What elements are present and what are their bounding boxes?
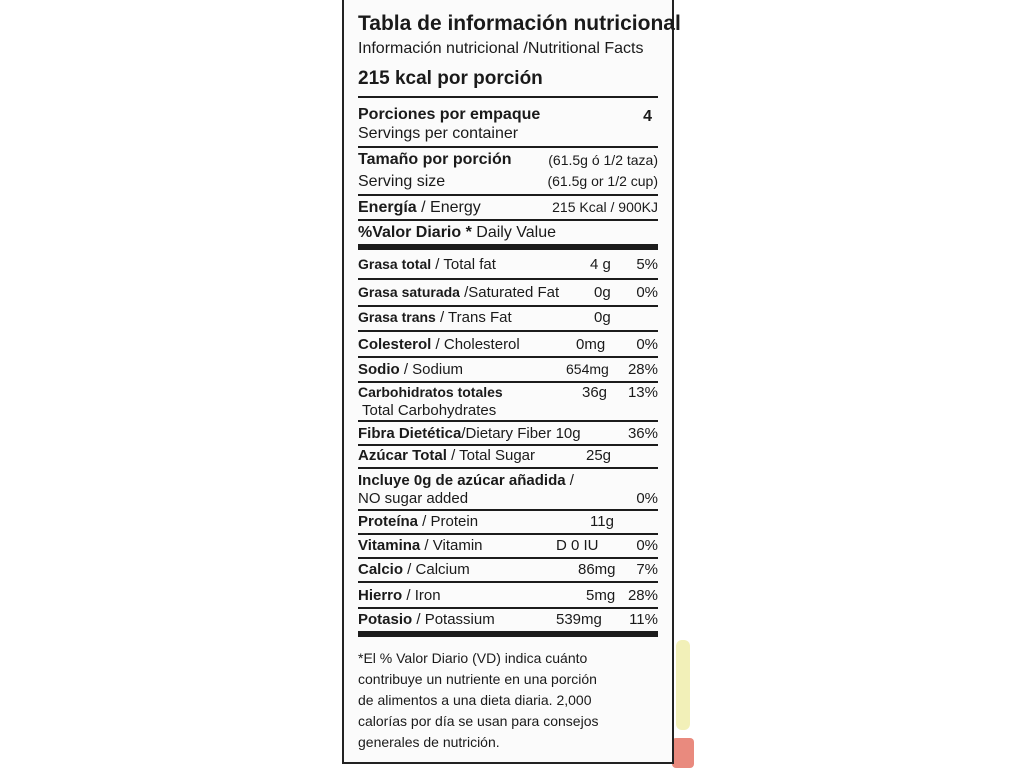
divider bbox=[358, 330, 658, 332]
nutrient-dv: 36% bbox=[627, 425, 658, 442]
divider bbox=[358, 444, 658, 446]
nutrient-row-dietary-fiber bbox=[358, 425, 581, 442]
nutrition-facts-label bbox=[342, 0, 681, 764]
servings-value: 4 bbox=[643, 108, 652, 125]
nutrient-amount: 36g bbox=[582, 384, 608, 401]
nutrient-amount: 25g bbox=[586, 447, 612, 464]
divider bbox=[358, 509, 658, 511]
nutrient-name-es: Azúcar Total bbox=[358, 447, 447, 464]
nutrient-name-es: Hierro bbox=[358, 587, 403, 604]
label-subtitle: Información nutricional /Nutritional Facts bbox=[358, 40, 644, 57]
nutrient-name-es: Grasa total bbox=[358, 256, 432, 272]
nutrient-dv: 28% bbox=[627, 587, 658, 604]
nutrient-row-vitamin-d bbox=[358, 537, 483, 554]
nutrient-row-total-fat bbox=[358, 256, 496, 273]
divider bbox=[358, 96, 658, 98]
divider bbox=[358, 581, 658, 583]
divider bbox=[358, 305, 658, 307]
nutrient-amount: 0g bbox=[594, 284, 611, 301]
nutrient-name-en: / Vitamin bbox=[420, 537, 483, 554]
nutrient-row-sodium bbox=[358, 361, 463, 378]
nutrient-dv: 0% bbox=[636, 537, 658, 554]
divider bbox=[358, 607, 658, 609]
label-title: Tabla de información nutricional bbox=[358, 12, 681, 35]
package-edge-red bbox=[672, 738, 694, 768]
nutrient-name-en: Total Carbohydrates bbox=[362, 402, 497, 419]
nutrient-name-es: Calcio bbox=[358, 561, 404, 578]
nutrient-name-es: Proteína bbox=[358, 513, 419, 530]
nutrient-name-es: Fibra Dietética bbox=[358, 425, 462, 442]
nutrient-amount: 654mg bbox=[566, 361, 609, 377]
divider bbox=[358, 356, 658, 358]
divider bbox=[358, 420, 658, 422]
serving-size-value-es: (61.5g ó 1/2 taza) bbox=[548, 152, 658, 168]
divider bbox=[358, 467, 658, 469]
background-right bbox=[680, 0, 1024, 768]
nutrient-dv: 11% bbox=[629, 611, 658, 628]
nutrient-amount: 4 g bbox=[590, 256, 611, 273]
nutrient-dv: 7% bbox=[636, 561, 658, 578]
nutrient-name-en: / Calcium bbox=[403, 561, 470, 578]
nutrient-name-es: Carbohidratos totales bbox=[358, 384, 503, 400]
footnote-line: contribuye un nutriente en una porción bbox=[358, 671, 597, 687]
nutrient-name-en: / bbox=[565, 472, 574, 489]
nutrient-row-saturated-fat bbox=[358, 284, 559, 301]
serving-size-value-en: (61.5g or 1/2 cup) bbox=[547, 173, 658, 189]
nutrient-dv: 13% bbox=[627, 384, 658, 401]
thick-divider bbox=[358, 631, 658, 637]
daily-value-label-es: %Valor Diario * bbox=[358, 224, 472, 241]
servings-label-es: Porciones por empaque bbox=[358, 106, 541, 123]
nutrient-row-calcium bbox=[358, 561, 470, 578]
nutrient-amount: 0g bbox=[594, 309, 611, 326]
nutrient-name-en: / Sodium bbox=[399, 361, 464, 378]
nutrient-dv: 0% bbox=[636, 490, 658, 507]
nutrient-row-added-sugar bbox=[358, 472, 574, 489]
nutrient-dv: 5% bbox=[636, 256, 658, 273]
serving-size-label-es: Tamaño por porción bbox=[358, 151, 512, 168]
footnote-line: de alimentos a una dieta diaria. 2,000 bbox=[358, 692, 592, 708]
divider bbox=[358, 194, 658, 196]
nutrient-name-en: / Cholesterol bbox=[431, 336, 520, 353]
divider bbox=[358, 557, 658, 559]
divider bbox=[358, 381, 658, 383]
nutrient-name-es: Colesterol bbox=[358, 336, 432, 353]
daily-value-label-en: Daily Value bbox=[471, 224, 557, 241]
nutrient-name-es: Potasio bbox=[358, 611, 413, 628]
nutrient-dv: 0% bbox=[636, 336, 658, 353]
nutrient-name-en: / Protein bbox=[418, 513, 479, 530]
divider bbox=[358, 219, 658, 221]
nutrient-name-en: / Potassium bbox=[412, 611, 495, 628]
nutrient-amount: 0mg bbox=[576, 336, 606, 353]
footnote-line: calorías por día se usan para consejos bbox=[358, 713, 599, 729]
energy-label-es: Energía bbox=[358, 199, 417, 216]
nutrient-name-en: / Total fat bbox=[431, 256, 496, 273]
nutrient-name-es: Vitamina bbox=[358, 537, 421, 554]
nutrient-name-es: Grasa saturada bbox=[358, 284, 460, 300]
nutrient-name-es: Sodio bbox=[358, 361, 400, 378]
footnote-line: *El % Valor Diario (VD) indica cuánto bbox=[358, 650, 588, 666]
nutrient-row-total-sugar bbox=[358, 447, 535, 464]
nutrient-dv: 0% bbox=[636, 284, 658, 301]
kcal-per-serving: 215 kcal por porción bbox=[358, 68, 543, 89]
energy-label bbox=[358, 199, 481, 217]
nutrient-amount: 86mg bbox=[578, 561, 616, 578]
nutrient-dv: 28% bbox=[627, 361, 658, 378]
divider bbox=[358, 278, 658, 280]
thick-divider bbox=[358, 244, 658, 250]
nutrient-amount: 5mg bbox=[586, 587, 616, 604]
nutrient-row-potassium bbox=[358, 611, 495, 628]
daily-value-header bbox=[358, 224, 556, 242]
serving-size-label-en: Serving size bbox=[358, 173, 446, 190]
nutrient-amount: D 0 IU bbox=[556, 537, 599, 554]
energy-value: 215 Kcal / 900KJ bbox=[552, 199, 658, 215]
nutrient-name-en-line2: NO sugar added bbox=[358, 490, 469, 507]
nutrient-row-trans-fat bbox=[358, 309, 512, 326]
nutrient-name-en: /Saturated Fat bbox=[459, 284, 560, 301]
nutrient-name-es: Incluye 0g de azúcar añadida bbox=[358, 472, 566, 489]
divider bbox=[358, 533, 658, 535]
package-edge-yellow bbox=[676, 640, 690, 730]
divider bbox=[358, 146, 658, 148]
energy-label-en: / Energy bbox=[416, 199, 481, 216]
nutrient-amount: 539mg bbox=[556, 611, 602, 628]
nutrient-row-cholesterol bbox=[358, 336, 520, 353]
nutrient-name-en: / Total Sugar bbox=[446, 447, 536, 464]
footnote-line: generales de nutrición. bbox=[358, 734, 500, 750]
nutrient-row-protein bbox=[358, 513, 478, 530]
nutrient-row-iron bbox=[358, 587, 441, 604]
nutrient-amount: 11g bbox=[590, 513, 614, 530]
nutrient-name-en: /Dietary Fiber 10g bbox=[461, 425, 581, 442]
nutrient-name-en: / Trans Fat bbox=[435, 309, 512, 326]
nutrient-name-es: Grasa trans bbox=[358, 309, 436, 325]
servings-label-en: Servings per container bbox=[358, 125, 519, 142]
nutrient-name-en: / Iron bbox=[402, 587, 441, 604]
